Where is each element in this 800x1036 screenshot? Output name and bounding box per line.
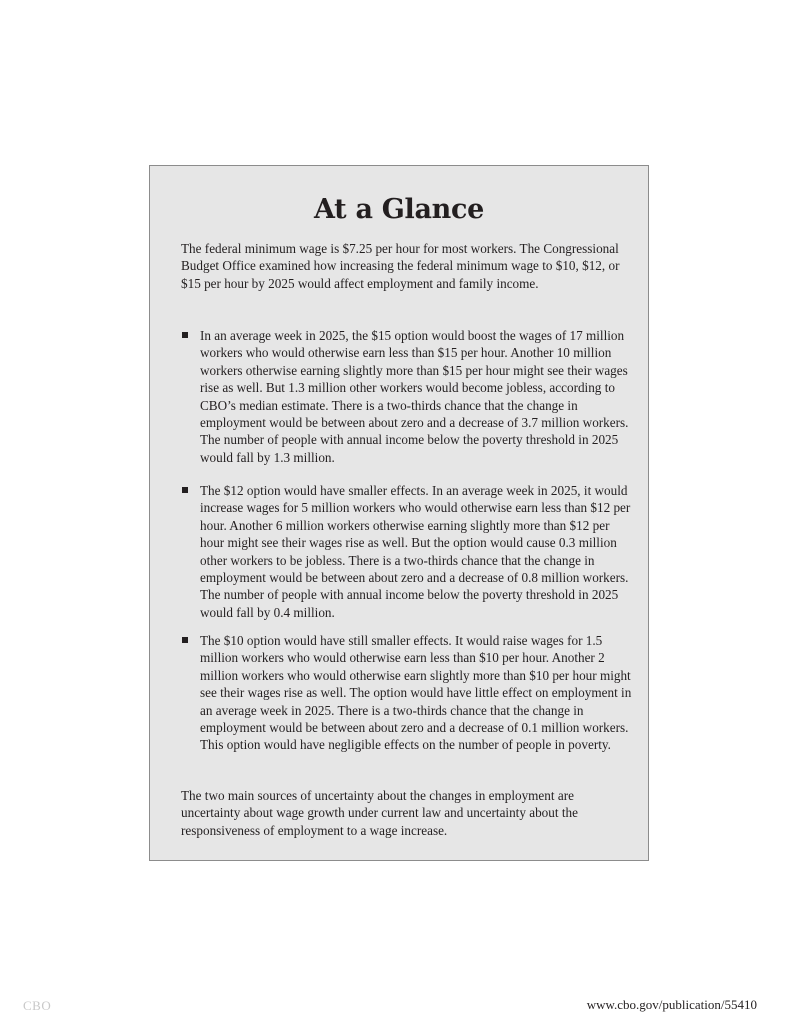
footer-publication-url[interactable]: www.cbo.gov/publication/55410	[586, 997, 757, 1012]
footer-cbo-label: CBO	[23, 998, 52, 1013]
square-bullet-icon	[182, 487, 188, 493]
outro-paragraph: The two main sources of uncertainty about the changes in employment are uncertainty about wage growth under current law and uncertainty about the responsiveness of employment to a wage increase.	[181, 788, 578, 838]
square-bullet-icon	[182, 332, 188, 338]
panel-title: At a Glance	[314, 194, 484, 225]
bullet-text: In an average week in 2025, the $15 option would boost the wages of 17 million workers who would otherwise earn less than $15 per hour. Another 10 million workers otherwise earning slightly more than $15 per hour might see their wages rise as well. But 1.3 million other workers would become jobless, according to CBO’s median estimate. There is a two-thirds chance that the change in employment would be between about zero and a decrease of 3.7 million workers. The number of people with annual income below the poverty threshold in 2025 would fall by 1.3 million.	[200, 328, 629, 465]
bullet-text: The $12 option would have smaller effects. In an average week in 2025, it would increase wages for 5 million workers who would otherwise earn less than $12 per hour. Another 6 million workers otherwise earning slightly more than $12 per hour might see their wages rise as well. But the option would cause 0.3 million other workers to be jobless. There is a two-thirds chance that the change in employment would be between about zero and a decrease of 0.8 million workers. The number of people with annual income below the poverty threshold in 2025 would fall by 0.4 million.	[200, 483, 631, 620]
intro-paragraph: The federal minimum wage is $7.25 per hour for most workers. The Congressional Budget Office examined how increasing the federal minimum wage to $10, $12, or $15 per hour by 2025 would affect employment and family income.	[181, 241, 620, 291]
at-a-glance-panel	[149, 165, 649, 861]
square-bullet-icon	[182, 637, 188, 643]
bullet-text: The $10 option would have still smaller effects. It would raise wages for 1.5 million workers who would otherwise earn less than $10 per hour. Another 2 million workers who would otherwise earn slightly more than $10 per hour might see their wages rise as well. The option would have little effect on employment in an average week in 2025. There is a two-thirds chance that the change in employment would be between about zero and a decrease of 0.1 million workers. This option would have negligible effects on the number of people in poverty.	[200, 633, 632, 753]
